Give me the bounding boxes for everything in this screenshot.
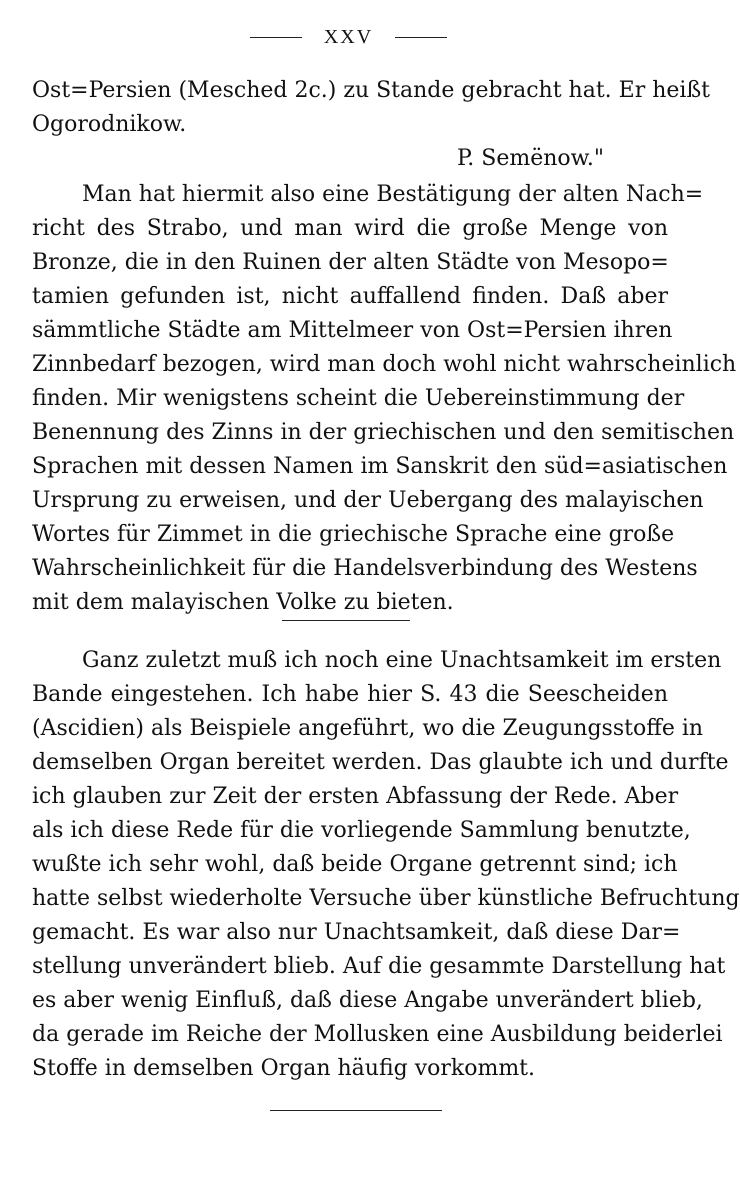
page-number: XXV <box>323 25 374 48</box>
page-header <box>0 22 697 52</box>
text-line: Bande eingestehen. Ich habe hier S. 43 die Seescheiden <box>32 682 668 707</box>
text-line: wußte ich sehr wohl, daß beide Organe getrennt sind; ich <box>32 852 678 877</box>
text-line: hatte selbst wiederholte Versuche über künstliche Befruchtung <box>32 886 740 911</box>
text-line: Man hat hiermit also eine Bestätigung der alten Nach= <box>82 182 704 207</box>
section-divider <box>282 620 410 621</box>
signature: P. Semënow." <box>456 146 604 171</box>
header-rule-left <box>250 37 302 38</box>
header-rule-right <box>395 37 447 38</box>
text-line: sämmtliche Städte am Mittelmeer von Ost=Persien ihren <box>32 318 673 343</box>
text-line: Wortes für Zimmet in die griechische Sprache eine große <box>32 522 675 547</box>
text-line: da gerade im Reiche der Mollusken eine Ausbildung beiderlei <box>32 1022 723 1047</box>
text-line: finden. Mir wenigstens scheint die Uebereinstimmung der <box>32 386 685 411</box>
text-line: (Ascidien) als Beispiele angeführt, wo die Zeugungsstoffe in <box>32 716 704 741</box>
text-line: es aber wenig Einfluß, daß diese Angabe unverändert blieb, <box>32 988 703 1013</box>
text-line: als ich diese Rede für die vorliegende Sammlung benutzte, <box>32 818 691 843</box>
text-line: tamien gefunden ist, nicht auffallend finden. Daß aber <box>32 284 668 309</box>
end-divider <box>270 1110 442 1111</box>
text-line: mit dem malayischen Volke zu bieten. <box>32 590 454 615</box>
paragraph-1 <box>32 178 737 620</box>
text-line: richt des Strabo, und man wird die große Menge von <box>32 216 668 241</box>
text-line: ich glauben zur Zeit der ersten Abfassung der Rede. Aber <box>32 784 679 809</box>
text-line: gemacht. Es war also nur Unachtsamkeit, daß diese Dar= <box>32 920 681 945</box>
text-line: Stoffe in demselben Organ häufig vorkommt. <box>32 1056 536 1081</box>
continuation-text <box>32 74 710 176</box>
text-line: Ganz zuletzt muß ich noch eine Unachtsamkeit im ersten <box>82 648 722 673</box>
text-line: Ursprung zu erweisen, und der Uebergang des malayischen <box>32 488 704 513</box>
paragraph-2 <box>32 644 740 1086</box>
text-line: stellung unverändert blieb. Auf die gesammte Darstellung hat <box>32 954 726 979</box>
text-line: Zinnbedarf bezogen, wird man doch wohl nicht wahrscheinlich <box>32 352 737 377</box>
text-line: Ost=Persien (Mesched 2c.) zu Stande gebracht hat. Er heißt <box>32 78 710 103</box>
text-line: Sprachen mit dessen Namen im Sanskrit den süd=asiatischen <box>32 454 728 479</box>
text-line: Ogorodnikow. <box>32 112 187 137</box>
text-line: demselben Organ bereitet werden. Das glaubte ich und durfte <box>32 750 729 775</box>
text-line: Bronze, die in den Ruinen der alten Städte von Mesopo= <box>32 250 669 275</box>
text-line: Benennung des Zinns in der griechischen und den semitischen <box>32 420 735 445</box>
text-line: Wahrscheinlichkeit für die Handelsverbindung des Westens <box>32 556 698 581</box>
